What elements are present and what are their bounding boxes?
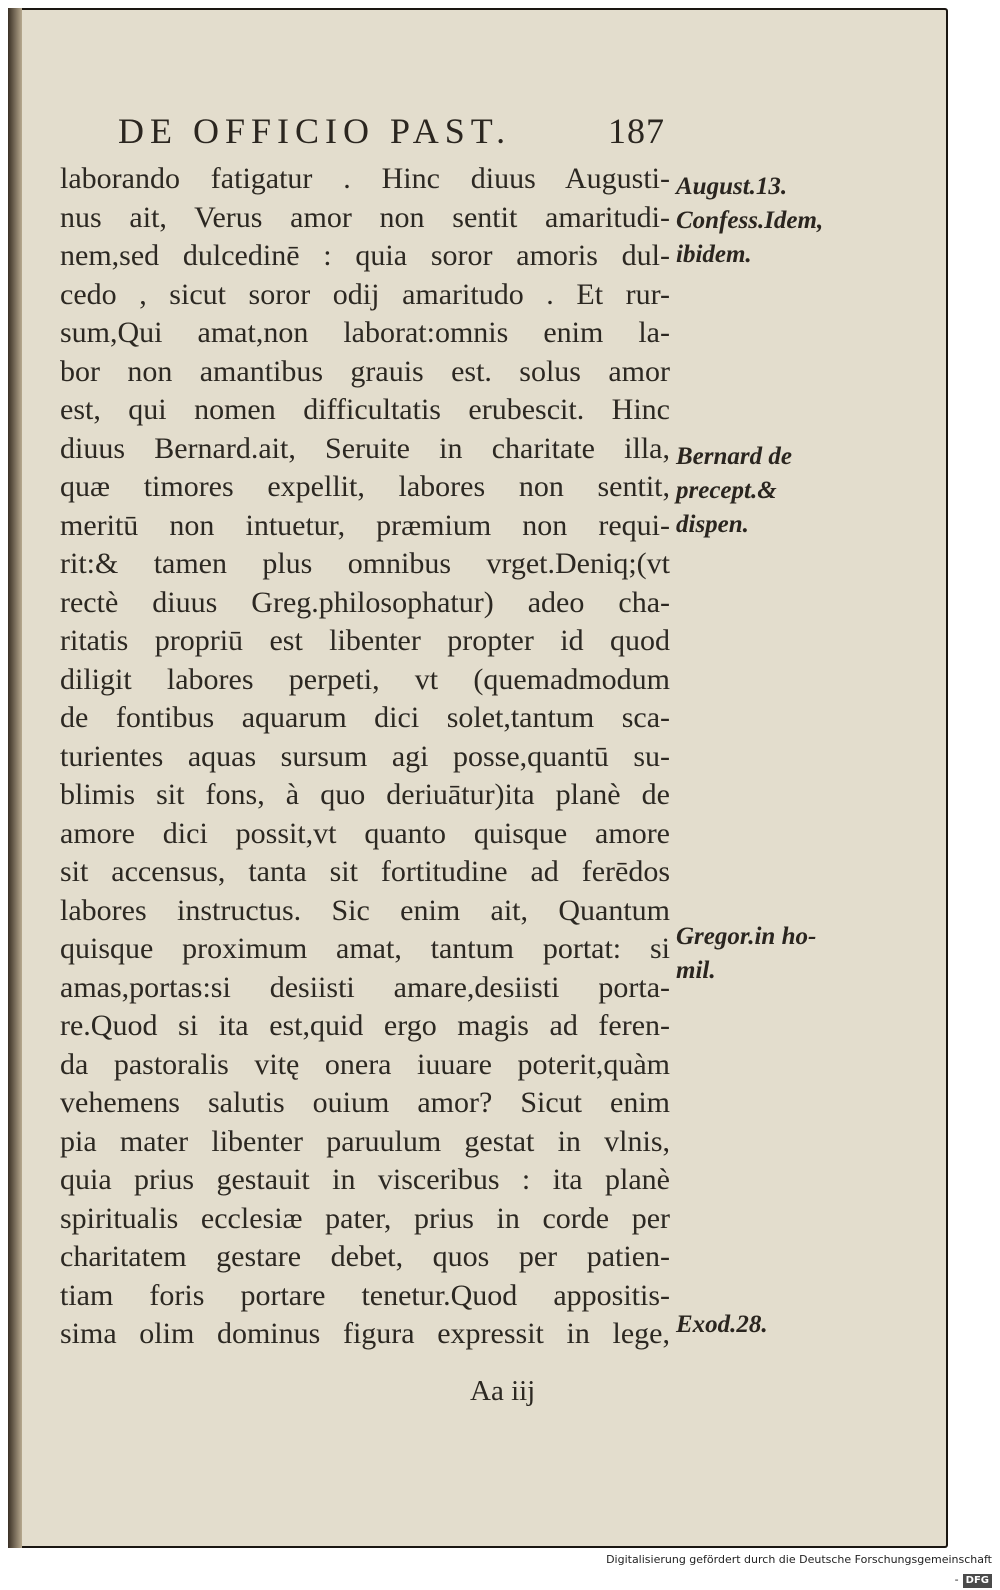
text-line: meritū non intuetur, præmium non requi- xyxy=(60,508,670,542)
text-line: nus ait, Verus amor non sentit amaritudi- xyxy=(60,200,670,234)
dfg-logo: DFG xyxy=(963,1574,992,1588)
text-line: re.Quod si ita est,quid ergo magis ad feren- xyxy=(60,1009,670,1042)
text-line: charitatem gestare debet, quos per patien- xyxy=(60,1240,670,1273)
text-line: est, qui nomen difficultatis erubescit. Hinc xyxy=(60,393,670,426)
text-line: tiam foris portare tenetur.Quod appositis- xyxy=(60,1278,670,1312)
signature-mark: Aa iij xyxy=(470,1375,536,1407)
text-line: sit accensus, tanta sit fortitudine ad ferēdos xyxy=(60,855,670,888)
text-line: cedo , sicut soror odij amaritudo . Et rur- xyxy=(60,277,670,311)
text-line: laborando fatigatur . Hinc diuus Augusti- xyxy=(60,162,670,195)
text-line: pia mater libenter paruulum gestat in vlnis, xyxy=(60,1124,670,1158)
text-line: ritatis propriū est libenter propter id quod xyxy=(60,624,670,657)
margin-note-gregor: Gregor.in ho- mil. xyxy=(676,923,817,984)
text-line: labores instructus. Sic enim ait, Quantum xyxy=(60,893,670,927)
text-line: rectè diuus Greg.philosophatur) adeo cha- xyxy=(60,585,670,619)
page-number: 187 xyxy=(608,111,665,151)
text-line: quisque proximum amat, tantum portat: si xyxy=(60,932,670,965)
credit-text: Digitalisierung gefördert durch die Deutsche Forschungsgemeinschaft - xyxy=(606,1553,992,1586)
text-line: nem,sed dulcedinē : quia soror amoris dul- xyxy=(60,239,670,272)
text-line: bor non amantibus grauis est. solus amor xyxy=(60,354,670,388)
text-line: vehemens salutis ouium amor? Sicut enim xyxy=(60,1086,670,1119)
text-line: diuus Bernard.ait, Seruite in charitate illa, xyxy=(60,431,670,465)
text-line: amore dici possit,vt quanto quisque amore xyxy=(60,816,670,850)
margin-note-exod: Exod.28. xyxy=(676,1311,768,1338)
text-line: de fontibus aquarum dici solet,tantum sca- xyxy=(60,701,670,734)
text-line: sima olim dominus figura expressit in lege, xyxy=(60,1317,670,1350)
text-line: turientes aquas sursum agi posse,quantū su- xyxy=(60,739,670,773)
text-line: quæ timores expellit, labores non sentit, xyxy=(60,470,670,503)
text-line: sum,Qui amat,non laborat:omnis enim la- xyxy=(60,316,670,349)
text-line: da pastoralis vitę onera iuuare poterit,quàm xyxy=(60,1047,670,1081)
margin-note-bernard: Bernard de precept.& dispen. xyxy=(676,443,792,538)
text-line: rit:& tamen plus omnibus vrget.Deniq;(vt xyxy=(60,547,670,580)
digitization-credit xyxy=(600,1550,992,1586)
main-text-block xyxy=(60,160,670,1354)
text-line: quia prius gestauit in visceribus : ita planè xyxy=(60,1163,670,1196)
page-binding-edge xyxy=(8,8,22,1548)
text-line: blimis sit fons, à quo deriuātur)ita planè de xyxy=(60,778,670,811)
text-line: diligit labores perpeti, vt (quemadmodum xyxy=(60,662,670,696)
text-line: amas,portas:si desiisti amare,desiisti porta- xyxy=(60,970,670,1004)
text-line: spiritualis ecclesiæ pater, prius in corde per xyxy=(60,1201,670,1235)
margin-note-august: August.13. Confess.Idem, ibidem. xyxy=(676,173,824,268)
running-title: DE OFFICIO PAST. xyxy=(118,111,512,151)
